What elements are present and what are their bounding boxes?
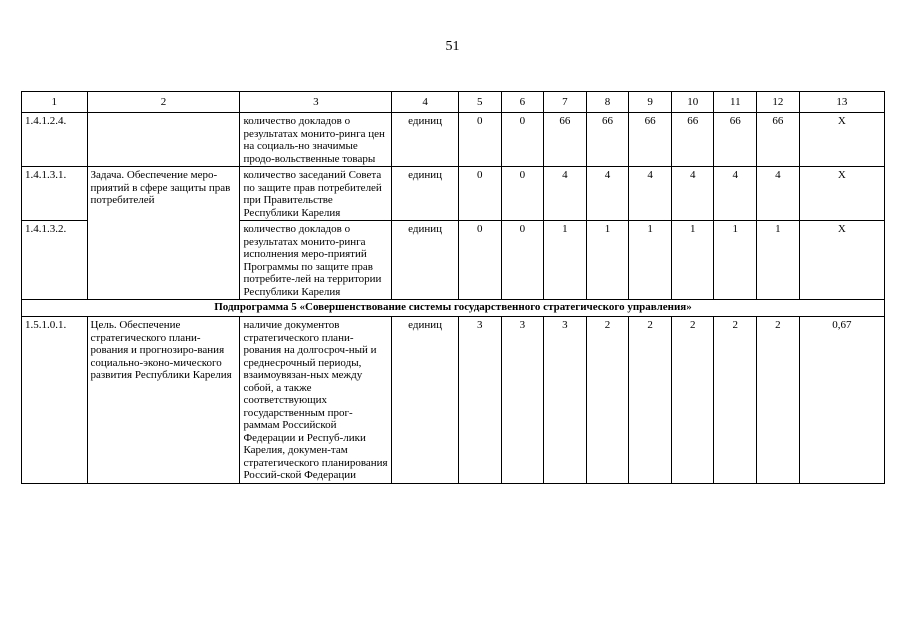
row-unit: единиц — [392, 221, 459, 300]
row-value: 4 — [586, 167, 629, 221]
row-code: 1.4.1.3.1. — [22, 167, 88, 221]
page-number: 51 — [445, 39, 460, 54]
table-row — [22, 221, 885, 300]
row-value: 4 — [544, 167, 587, 221]
header-cell: 13 — [799, 92, 884, 113]
header-cell: 1 — [22, 92, 88, 113]
row-value: 1 — [544, 221, 587, 300]
row-value: 0 — [458, 167, 501, 221]
row-value: 0 — [501, 113, 544, 167]
row-goal: Задача. Обеспечение меро-приятий в сфере защиты прав потребителей — [87, 167, 240, 221]
row-last: X — [799, 167, 884, 221]
table-row — [22, 167, 885, 221]
row-value: 66 — [757, 113, 800, 167]
row-value: 1 — [714, 221, 757, 300]
header-row — [22, 92, 885, 113]
row-value: 66 — [544, 113, 587, 167]
row-value: 4 — [629, 167, 672, 221]
row-indicator: количество заседаний Совета по защите прав потребителей при Правительстве Республики Карелия — [240, 167, 392, 221]
section-title: Подпрограмма 5 «Совершенствование системы государственного стратегического управления» — [22, 300, 885, 317]
row-goal: Цель. Обеспечение стратегического плани-рования и прогнозиро-вания социально-эконо-мического развития Республики Карелия — [87, 317, 240, 484]
row-code: 1.5.1.0.1. — [22, 317, 88, 484]
table-row — [22, 317, 885, 484]
header-cell: 4 — [392, 92, 459, 113]
row-value: 66 — [629, 113, 672, 167]
header-cell: 7 — [544, 92, 587, 113]
header-cell: 5 — [458, 92, 501, 113]
header-cell: 12 — [757, 92, 800, 113]
row-goal — [87, 113, 240, 167]
row-value: 1 — [629, 221, 672, 300]
header-cell: 9 — [629, 92, 672, 113]
indicators-table — [21, 91, 885, 484]
row-value: 2 — [586, 317, 629, 484]
row-last: X — [799, 113, 884, 167]
row-value: 4 — [714, 167, 757, 221]
row-value: 66 — [714, 113, 757, 167]
row-last: 0,67 — [799, 317, 884, 484]
header-cell: 11 — [714, 92, 757, 113]
row-value: 2 — [671, 317, 714, 484]
row-value: 1 — [671, 221, 714, 300]
row-code: 1.4.1.2.4. — [22, 113, 88, 167]
row-value: 2 — [714, 317, 757, 484]
row-value: 3 — [501, 317, 544, 484]
row-indicator: количество докладов о результатах монито-ринга исполнения меро-приятий Программы по защите прав потребите-лей на территории Республики Карелия — [240, 221, 392, 300]
row-unit: единиц — [392, 167, 459, 221]
row-unit: единиц — [392, 113, 459, 167]
row-indicator: наличие документов стратегического плани-рования на долгосроч-ный и среднесрочный периоды, взаимоувязан-ных между собой, а также соответствующих государственным прог-раммам Российской Федерации и Респуб-лики Карелия, докумен-там стратегического планирования Россий-ской Федерации — [240, 317, 392, 484]
row-value: 3 — [458, 317, 501, 484]
row-value: 2 — [757, 317, 800, 484]
header-cell: 6 — [501, 92, 544, 113]
row-value: 1 — [586, 221, 629, 300]
row-value: 4 — [757, 167, 800, 221]
row-value: 0 — [458, 113, 501, 167]
row-value: 4 — [671, 167, 714, 221]
row-value: 3 — [544, 317, 587, 484]
row-code: 1.4.1.3.2. — [22, 221, 88, 300]
row-value: 1 — [757, 221, 800, 300]
section-header-row — [22, 300, 885, 317]
row-indicator: количество докладов о результатах монито-ринга цен на социаль-но значимые продо-вольственные товары — [240, 113, 392, 167]
row-value: 66 — [671, 113, 714, 167]
row-value: 0 — [501, 167, 544, 221]
header-cell: 10 — [671, 92, 714, 113]
header-cell: 2 — [87, 92, 240, 113]
row-goal — [87, 221, 240, 300]
table-row — [22, 113, 885, 167]
row-last: X — [799, 221, 884, 300]
row-unit: единиц — [392, 317, 459, 484]
row-value: 0 — [458, 221, 501, 300]
row-value: 2 — [629, 317, 672, 484]
header-cell: 3 — [240, 92, 392, 113]
header-cell: 8 — [586, 92, 629, 113]
row-value: 66 — [586, 113, 629, 167]
row-value: 0 — [501, 221, 544, 300]
